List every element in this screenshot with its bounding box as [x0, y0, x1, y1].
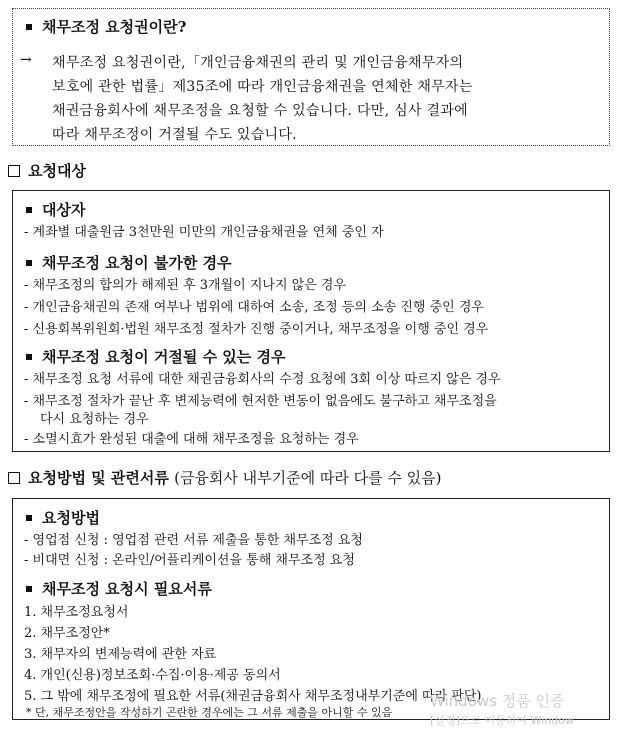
- method-item-1: - 영업점 신청 : 영업점 관련 서류 제출을 통한 채무조정 요청: [24, 533, 363, 548]
- bullet-square-icon: [26, 515, 32, 521]
- definition-arrow: →: [20, 52, 32, 68]
- section-heading-method: 요청방법 및 관련서류 (금융회사 내부기준에 따라 다를 수 있음): [8, 467, 441, 488]
- activation-watermark-subtitle: [설정]으로 이동하여 Window: [430, 714, 574, 727]
- bullet-square-icon: [26, 354, 32, 360]
- bullet-square-icon: [26, 24, 32, 30]
- definition-title: 채무조정 요청권이란?: [22, 16, 186, 37]
- method-title: 요청방법: [22, 507, 100, 528]
- bullet-square-icon: [26, 586, 32, 592]
- docs-footnote: * 단, 채무조정안을 작성하기 곤란한 경우에는 그 서류 제출을 아니할 수 있음: [26, 706, 393, 719]
- bullet-square-icon: [26, 260, 32, 266]
- not-allowed-item-3: - 신용회복위원회·법원 채무조정 절차가 진행 중이거나, 채무조정을 이행 중인 경우: [24, 322, 489, 337]
- not-allowed-item-2: - 개인금융채권의 존재 여부나 범위에 대하여 소송, 조정 등의 소송 진행 중인 경우: [24, 300, 484, 315]
- activation-watermark-title: Windows 정품 인증: [430, 692, 565, 710]
- docs-item-1: 1. 채무조정요청서: [24, 605, 129, 620]
- bullet-square-icon: [26, 207, 32, 213]
- target-item: - 계좌별 대출원금 3천만원 미만의 개인금융채권을 연체 중인 자: [24, 225, 384, 240]
- checkbox-square-icon: [8, 165, 20, 177]
- definition-line-4: 따라 채무조정이 거절될 수도 있습니다.: [52, 127, 297, 143]
- definition-line-3: 채권금융회사에 채무조정을 요청할 수 있습니다. 다만, 심사 결과에: [52, 103, 468, 119]
- definition-line-1: 채무조정 요청권이란,「개인금융채권의 관리 및 개인금융채무자의: [52, 55, 464, 71]
- not-allowed-title: 채무조정 요청이 불가한 경우: [22, 252, 232, 273]
- checkbox-square-icon: [8, 472, 20, 484]
- definition-line-2: 보호에 관한 법률」제35조에 따라 개인금융채권을 연체한 채무자는: [52, 79, 473, 95]
- section-heading-target: 요청대상: [8, 160, 86, 181]
- docs-item-2: 2. 채무조정안*: [24, 626, 110, 641]
- rejectable-item-3: - 소멸시효가 완성된 대출에 대해 채무조정을 요청하는 경우: [24, 432, 359, 447]
- docs-item-5: 5. 그 밖에 채무조정에 필요한 서류(채권금융회사 채무조정내부기준에 따라 판단): [24, 689, 482, 704]
- docs-item-3: 3. 채무자의 변제능력에 관한 자료: [24, 647, 217, 662]
- target-title: 대상자: [22, 199, 85, 220]
- rejectable-item-2: - 채무조정 절차가 끝난 후 변제능력에 현저한 변동이 없음에도 불구하고 채무조정을: [24, 394, 497, 409]
- section-heading-note: (금융회사 내부기준에 따라 다를 수 있음): [174, 469, 442, 487]
- docs-title: 채무조정 요청시 필요서류: [22, 578, 212, 599]
- rejectable-title: 채무조정 요청이 거절될 수 있는 경우: [22, 346, 285, 367]
- not-allowed-item-1: - 채무조정의 합의가 해제된 후 3개월이 지나지 않은 경우: [24, 278, 346, 293]
- docs-item-4: 4. 개인(신용)정보조회·수집·이용·제공 동의서: [24, 668, 281, 683]
- rejectable-item-2-cont: 다시 요청하는 경우: [40, 412, 149, 427]
- rejectable-item-1: - 채무조정 요청 서류에 대한 채권금융회사의 수정 요청에 3회 이상 따르지 않은 경우: [24, 372, 501, 387]
- method-item-2: - 비대면 신청 : 온라인/어플리케이션을 통해 채무조정 요청: [24, 553, 355, 568]
